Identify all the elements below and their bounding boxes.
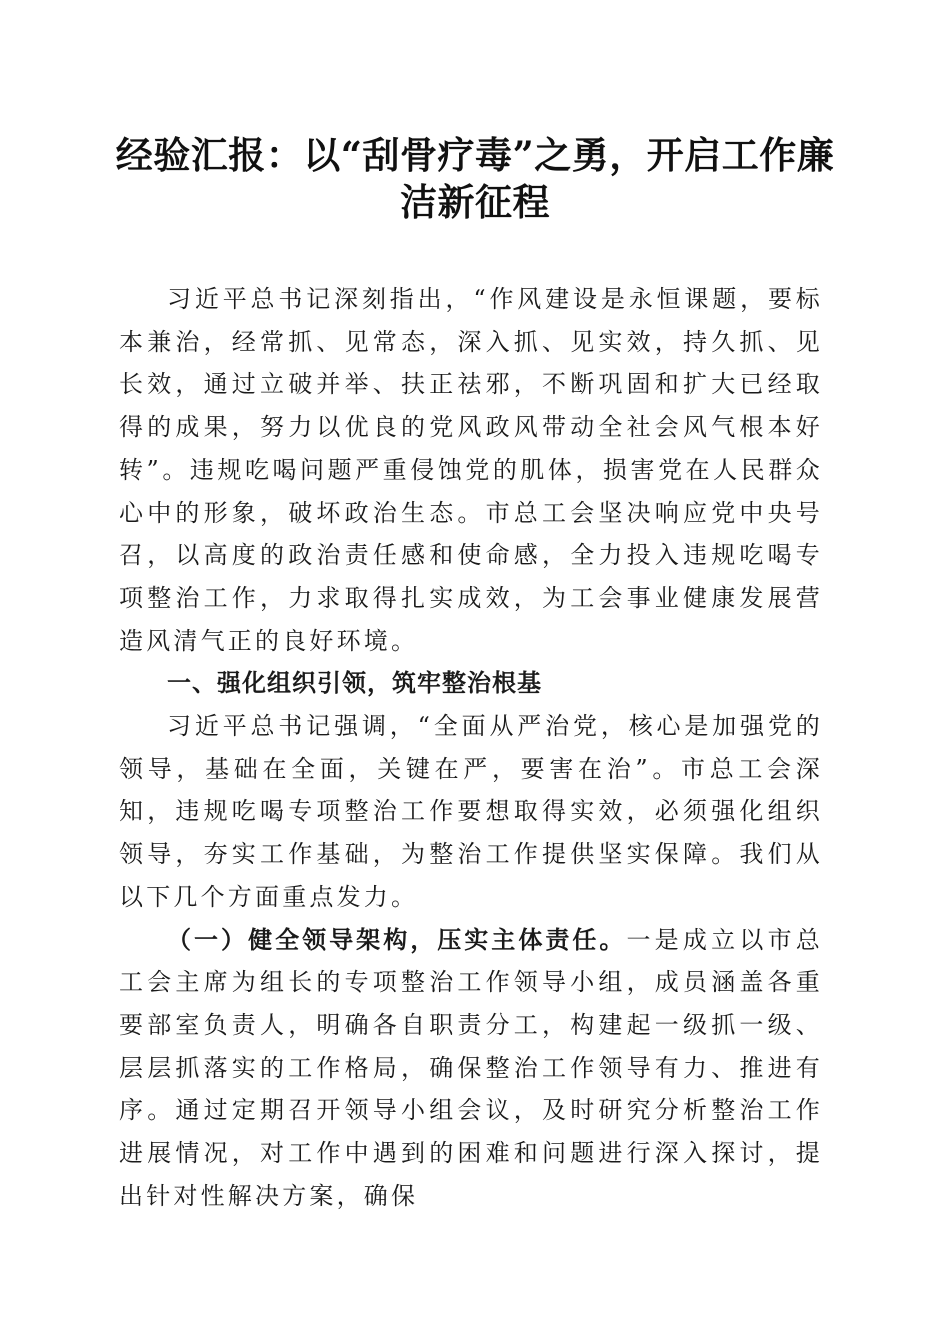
subsection-paragraph [119, 919, 823, 1218]
title-line-2: 洁新征程 [400, 180, 550, 224]
section-paragraph: 习近平总书记强调，“全面从严治党，核心是加强党的领导，基础在全面，关键在严，要害在治”。市总工会深知，违规吃喝专项整治工作要想取得实效，必须强化组织领导，夯实工作基础，为整治工作提供坚实保障。我们从以下几个方面重点发力。 [119, 712, 823, 911]
section-heading: 一、强化组织引领，筑牢整治根基 [167, 669, 542, 698]
document-title [100, 132, 850, 226]
subsection-heading: （一）健全领导架构，压实主体责任。 [167, 925, 627, 954]
document-body [119, 278, 823, 1217]
subsection-text: 一是成立以市总工会主席为组长的专项整治工作领导小组，成员涵盖各重要部室负责人，明确各自职责分工，构建起一级抓一级、层层抓落实的工作格局，确保整治工作领导有力、推进有序。通过定期召开领导小组会议，及时研究分析整治工作进展情况，对工作中遇到的困难和问题进行深入探讨，提出针对性解决方案，确保 [119, 925, 823, 1210]
title-line-1: 经验汇报：以“刮骨疗毒”之勇，开启工作廉 [115, 133, 835, 177]
intro-paragraph: 习近平总书记深刻指出，“作风建设是永恒课题，要标本兼治，经常抓、见常态，深入抓、见实效，持久抓、见长效，通过立破并举、扶正祛邪，不断巩固和扩大已经取得的成果，努力以优良的党风政风带动全社会风气根本好转”。违规吃喝问题严重侵蚀党的肌体，损害党在人民群众心中的形象，破坏政治生态。市总工会坚决响应党中央号召，以高度的政治责任感和使命感，全力投入违规吃喝专项整治工作，力求取得扎实成效，为工会事业健康发展营造风清气正的良好环境。 [119, 285, 823, 655]
